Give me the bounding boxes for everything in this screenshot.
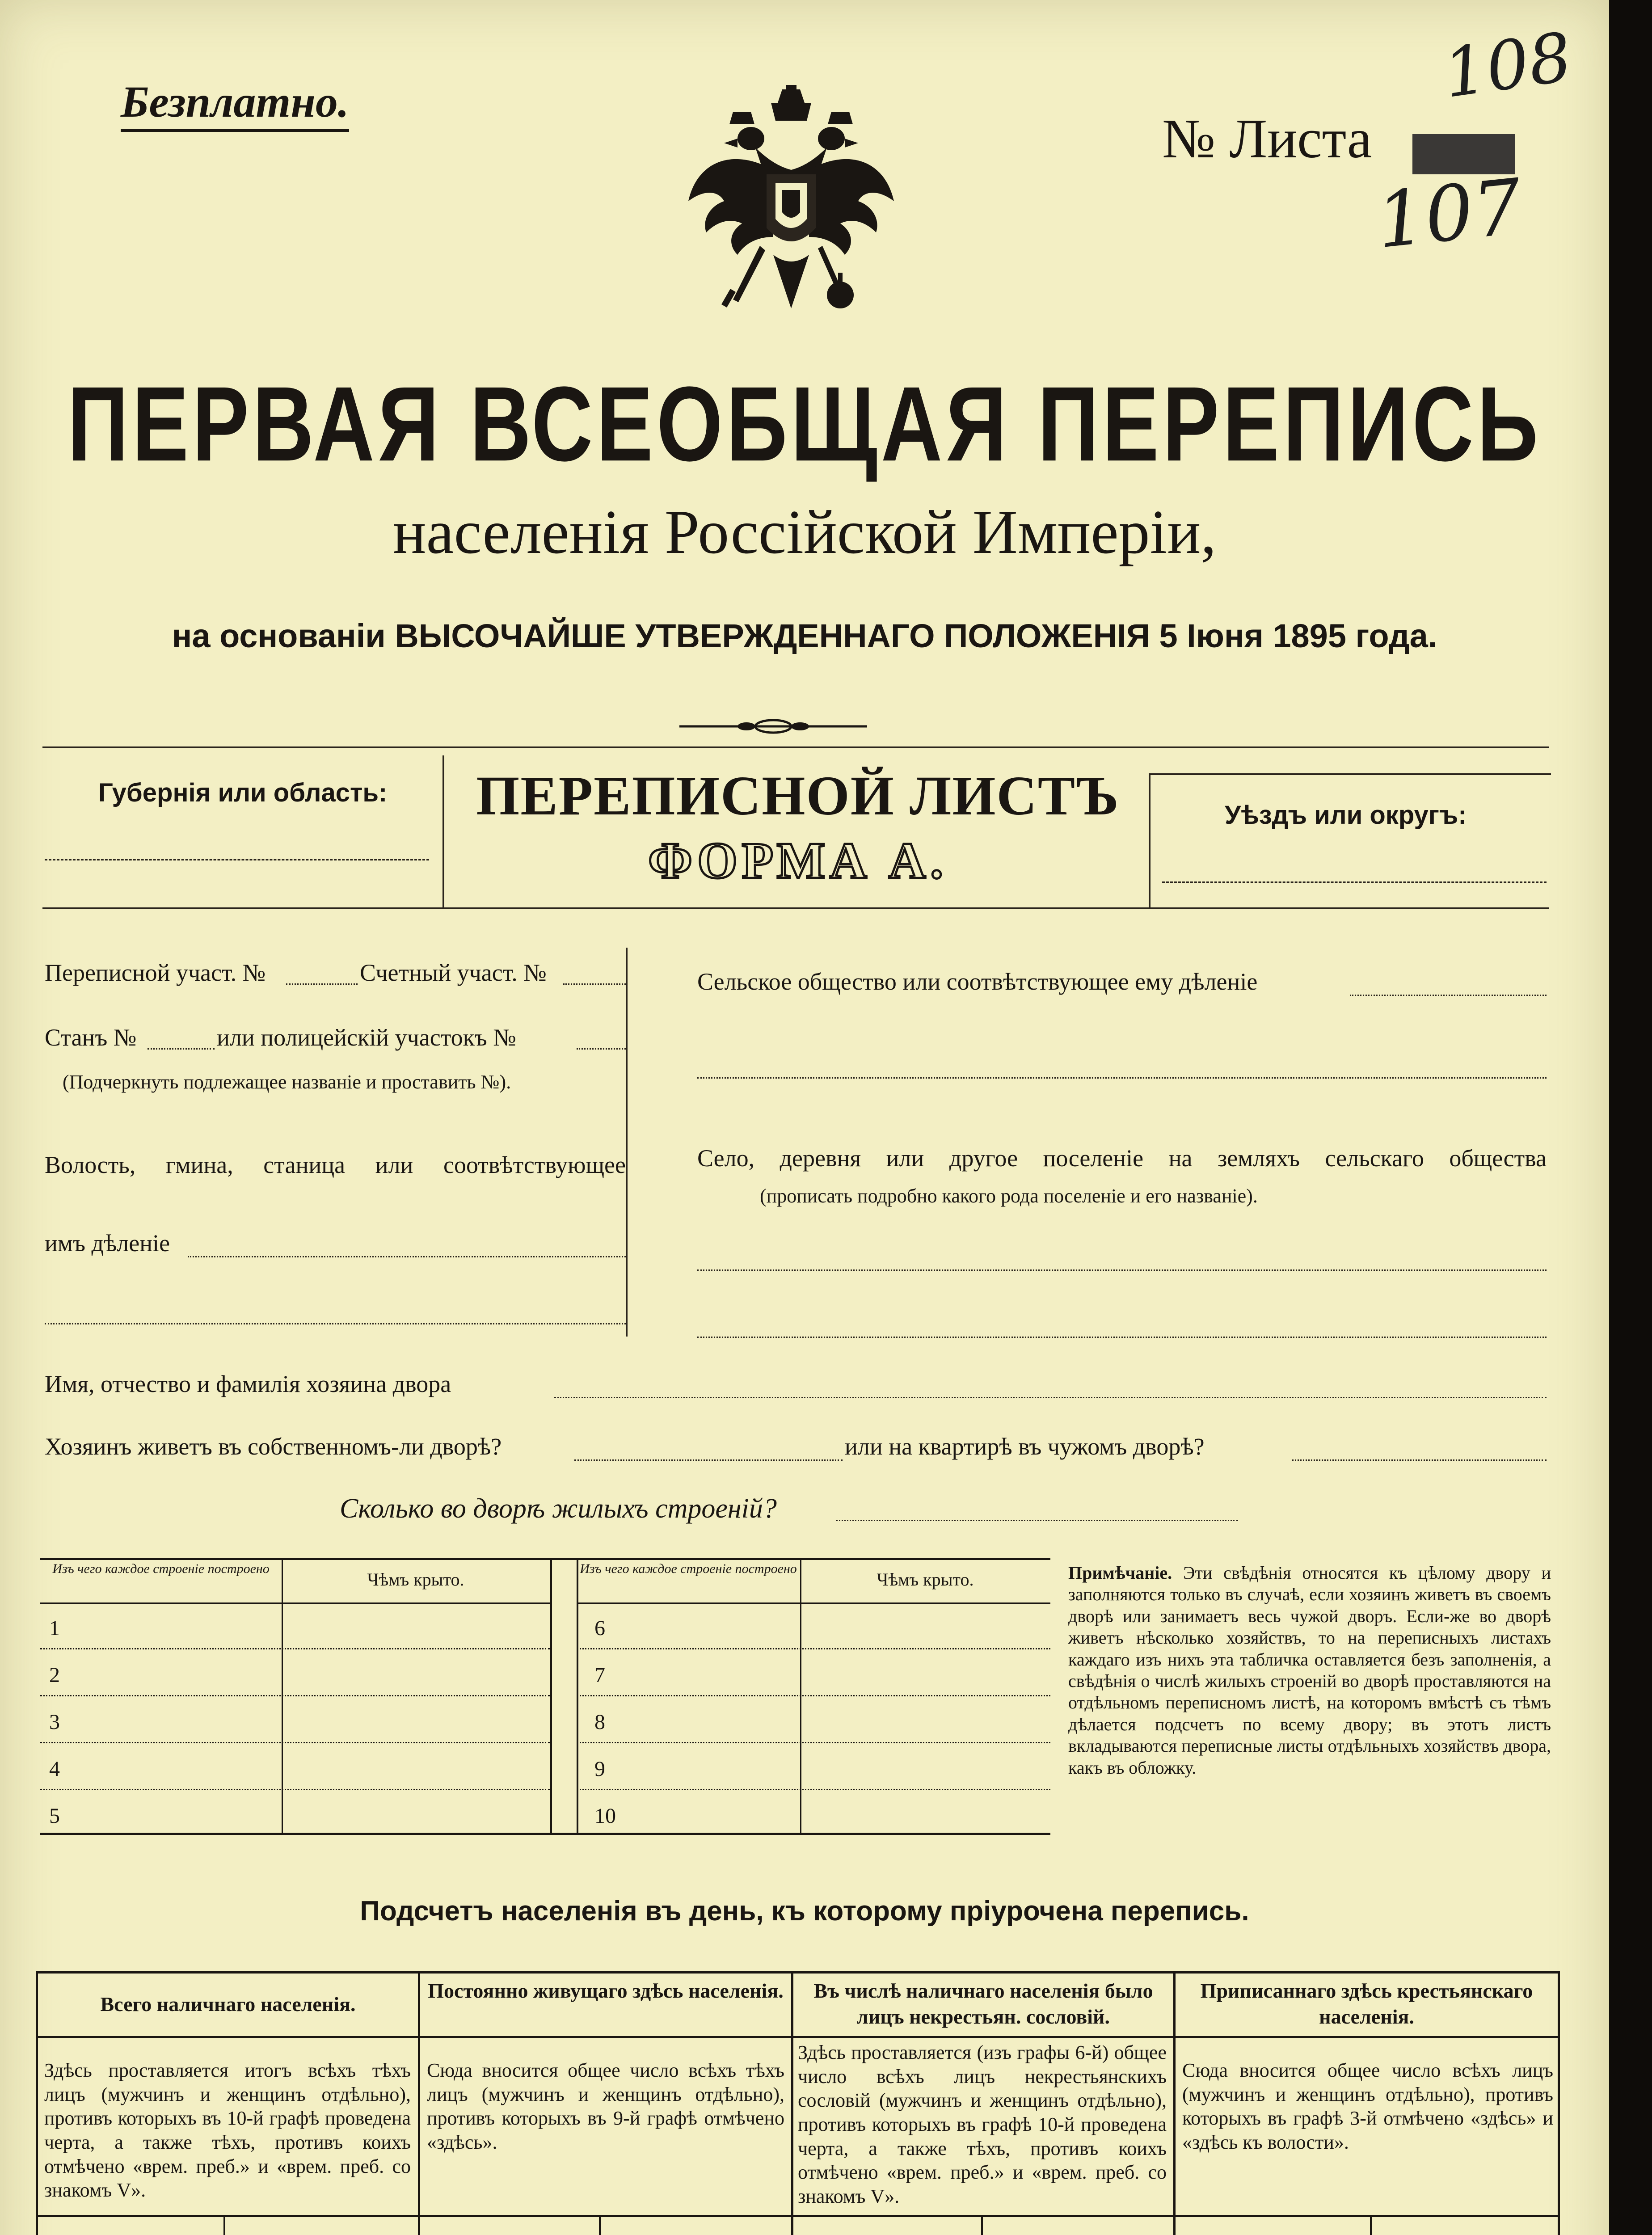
imperial-eagle-emblem: [679, 85, 903, 335]
building-row[interactable]: [40, 1696, 550, 1743]
building-row[interactable]: [577, 1743, 1050, 1790]
buildings-table: [40, 1558, 1050, 1835]
village-field[interactable]: [697, 1269, 1547, 1271]
pop-col-text-2: Сюда вносится общее число всѣхъ тѣхъ лицъ (мужчинъ и женщинъ отдѣльно), противъ которыхъ въ 9-й графѣ отмѣчено «здѣсь».: [427, 2059, 784, 2154]
stan-label: Станъ №: [45, 1024, 137, 1051]
population-table: [36, 1971, 1560, 2235]
police-section-label: или полицейскій участокъ №: [217, 1024, 516, 1051]
row-number: 8: [594, 1710, 605, 1734]
stan-field[interactable]: [148, 1048, 215, 1050]
form-subtitle: ФОРМА А.: [648, 832, 948, 889]
left-rows: [40, 1602, 550, 1835]
col-material-left: Изъ чего каждое строеніе построено: [52, 1561, 270, 1576]
lives-own-label: Хозяинъ живетъ въ собственномъ-ли дворѣ?: [45, 1433, 502, 1460]
buildings-question: Сколько во дворѣ жилыхъ строеній?: [340, 1493, 777, 1524]
page-title: ПЕРВАЯ ВСЕОБЩАЯ ПЕРЕПИСЬ: [67, 365, 1542, 484]
row-number: 5: [49, 1804, 60, 1828]
building-row[interactable]: [40, 1602, 550, 1649]
census-section-field[interactable]: [286, 983, 358, 985]
lives-rent-label: или на квартирѣ въ чужомъ дворѣ?: [845, 1433, 1205, 1460]
row-number: 7: [594, 1663, 605, 1687]
row-number: 6: [594, 1616, 605, 1640]
owner-name-field[interactable]: [554, 1397, 1547, 1398]
building-row[interactable]: [577, 1696, 1050, 1743]
village-field-2[interactable]: [697, 1337, 1547, 1338]
lives-rent-field[interactable]: [1292, 1459, 1547, 1461]
province-label: Губернія или область:: [98, 778, 388, 807]
village-label: Село, деревня или другое поселеніе на земляхъ сельскаго общества: [697, 1145, 1547, 1172]
police-section-field[interactable]: [577, 1048, 626, 1050]
pop-col-title-2: Постоянно живущаго здѣсь населенія.: [428, 1979, 784, 2002]
buildings-field[interactable]: [836, 1520, 1238, 1521]
pop-col-text-4: Сюда вносится общее число всѣхъ лицъ (мужчинъ и женщинъ отдѣльно), противъ которыхъ въ графѣ 3-й отмѣчено «здѣсь» и «здѣсь къ волости».: [1182, 2059, 1553, 2154]
basis-line: на основаніи ВЫСОЧАЙШЕ УТВЕРЖДЕННАГО ПОЛОЖЕНІЯ 5 Іюня 1895 года.: [172, 617, 1437, 654]
page-subtitle: населенія Россійской Имперіи,: [392, 498, 1217, 567]
handwritten-sheet-number: 107: [1372, 162, 1526, 266]
volost-cont-label: имъ дѣленіе: [45, 1230, 170, 1257]
volost-field[interactable]: [188, 1256, 626, 1257]
volost-label: Волость, гмина, станица или соотвѣтствующее: [45, 1151, 626, 1178]
building-row[interactable]: [40, 1649, 550, 1696]
note-title: Примѣчаніе.: [1068, 1563, 1172, 1583]
counting-section-label: Счетный участ. №: [360, 959, 547, 986]
building-row[interactable]: [577, 1649, 1050, 1696]
pop-col-text-1: Здѣсь проставляется итогъ всѣхъ тѣхъ лицъ (мужчинъ и женщинъ отдѣльно), противъ которыхъ въ 10-й графѣ проведена черта, а также тѣхъ, противъ коихъ отмѣчено «врем. преб.» и «врем. преб. со знакомъ V».: [44, 2059, 411, 2201]
row-number: 10: [594, 1804, 616, 1828]
census-section-label: Переписной участ. №: [45, 959, 266, 986]
sheet-number-label: № Листа: [1162, 108, 1372, 170]
pop-col-title-1: Всего наличнаго населенія.: [100, 1993, 356, 2016]
form-title: ПЕРЕПИСНОЙ ЛИСТЪ: [476, 765, 1120, 827]
district-field[interactable]: [1162, 881, 1547, 883]
row-number: 1: [49, 1616, 60, 1640]
handwritten-page-number: 108: [1439, 18, 1577, 114]
free-label: Безплатно.: [121, 76, 349, 132]
population-heading: Подсчетъ населенія въ день, къ которому пріурочена перепись.: [360, 1896, 1249, 1927]
row-number: 2: [49, 1663, 60, 1687]
village-note: (прописать подробно какого рода поселеніе и его названіе).: [760, 1185, 1258, 1207]
counting-section-field[interactable]: [563, 983, 626, 985]
lives-own-field[interactable]: [574, 1459, 843, 1461]
row-number: 4: [49, 1757, 60, 1781]
building-row[interactable]: [40, 1790, 550, 1835]
col-material-right: Изъ чего каждое строеніе построено: [580, 1561, 797, 1576]
society-field-2[interactable]: [697, 1077, 1547, 1079]
province-field[interactable]: [45, 858, 429, 860]
society-label: Сельское общество или соотвѣтствующее ему дѣленіе: [697, 968, 1258, 995]
col-roof-right: Чѣмъ крыто.: [877, 1569, 974, 1590]
volost-field-2[interactable]: [45, 1323, 626, 1324]
pop-col-title-4: Приписаннаго здѣсь крестьянскаго населенія.: [1200, 1979, 1533, 2028]
district-label: Уѣздъ или округъ:: [1225, 801, 1467, 830]
society-field[interactable]: [1350, 995, 1547, 996]
row-number: 9: [594, 1757, 605, 1781]
pop-col-title-3: Въ числѣ наличнаго населенія было лицъ некрестьян. сословій.: [813, 1979, 1153, 2028]
underline-note: (Подчеркнуть подлежащее названіе и проставить №).: [63, 1071, 511, 1093]
building-row[interactable]: [577, 1602, 1050, 1649]
owner-name-label: Имя, отчество и фамилія хозяина двора: [45, 1371, 451, 1397]
col-roof-left: Чѣмъ крыто.: [367, 1569, 464, 1590]
right-rows: [577, 1602, 1050, 1835]
building-row[interactable]: [40, 1743, 550, 1790]
building-row[interactable]: [577, 1790, 1050, 1835]
note-block: [1068, 1562, 1551, 1779]
note-text: Эти свѣдѣнія относятся къ цѣлому двору и заполняются только въ случаѣ, если хозяинъ живетъ въ своемъ дворѣ или занимаетъ весь чужой дворъ. Если-же во дворѣ живетъ нѣсколько хозяйствъ, то на переписныхъ листахъ каждаго изъ нихъ эта табличка оставляется безъ заполненія, а свѣдѣнія о числѣ жилыхъ строеній во дворѣ проставляются на отдѣльномъ переписномъ листѣ, на которомъ вмѣстѣ съ тѣмъ дѣлается подсчетъ по всему двору; въ этотъ листъ вкладываются переписные листы отдѣльныхъ хозяйствъ двора, какъ въ обложку.: [1068, 1563, 1551, 1778]
ornament-divider: [679, 715, 867, 738]
row-number: 3: [49, 1710, 60, 1734]
pop-col-text-3: Здѣсь проставляется (изъ графы 6-й) общее число всѣхъ лицъ некрестьянскихъ сословій (мужчинъ и женщинъ отдѣльно), противъ которыхъ въ графѣ 10-й проведена черта, а также тѣхъ, противъ коихъ отмѣчено «врем. преб.» и «врем. преб. со знакомъ V».: [798, 2041, 1167, 2208]
